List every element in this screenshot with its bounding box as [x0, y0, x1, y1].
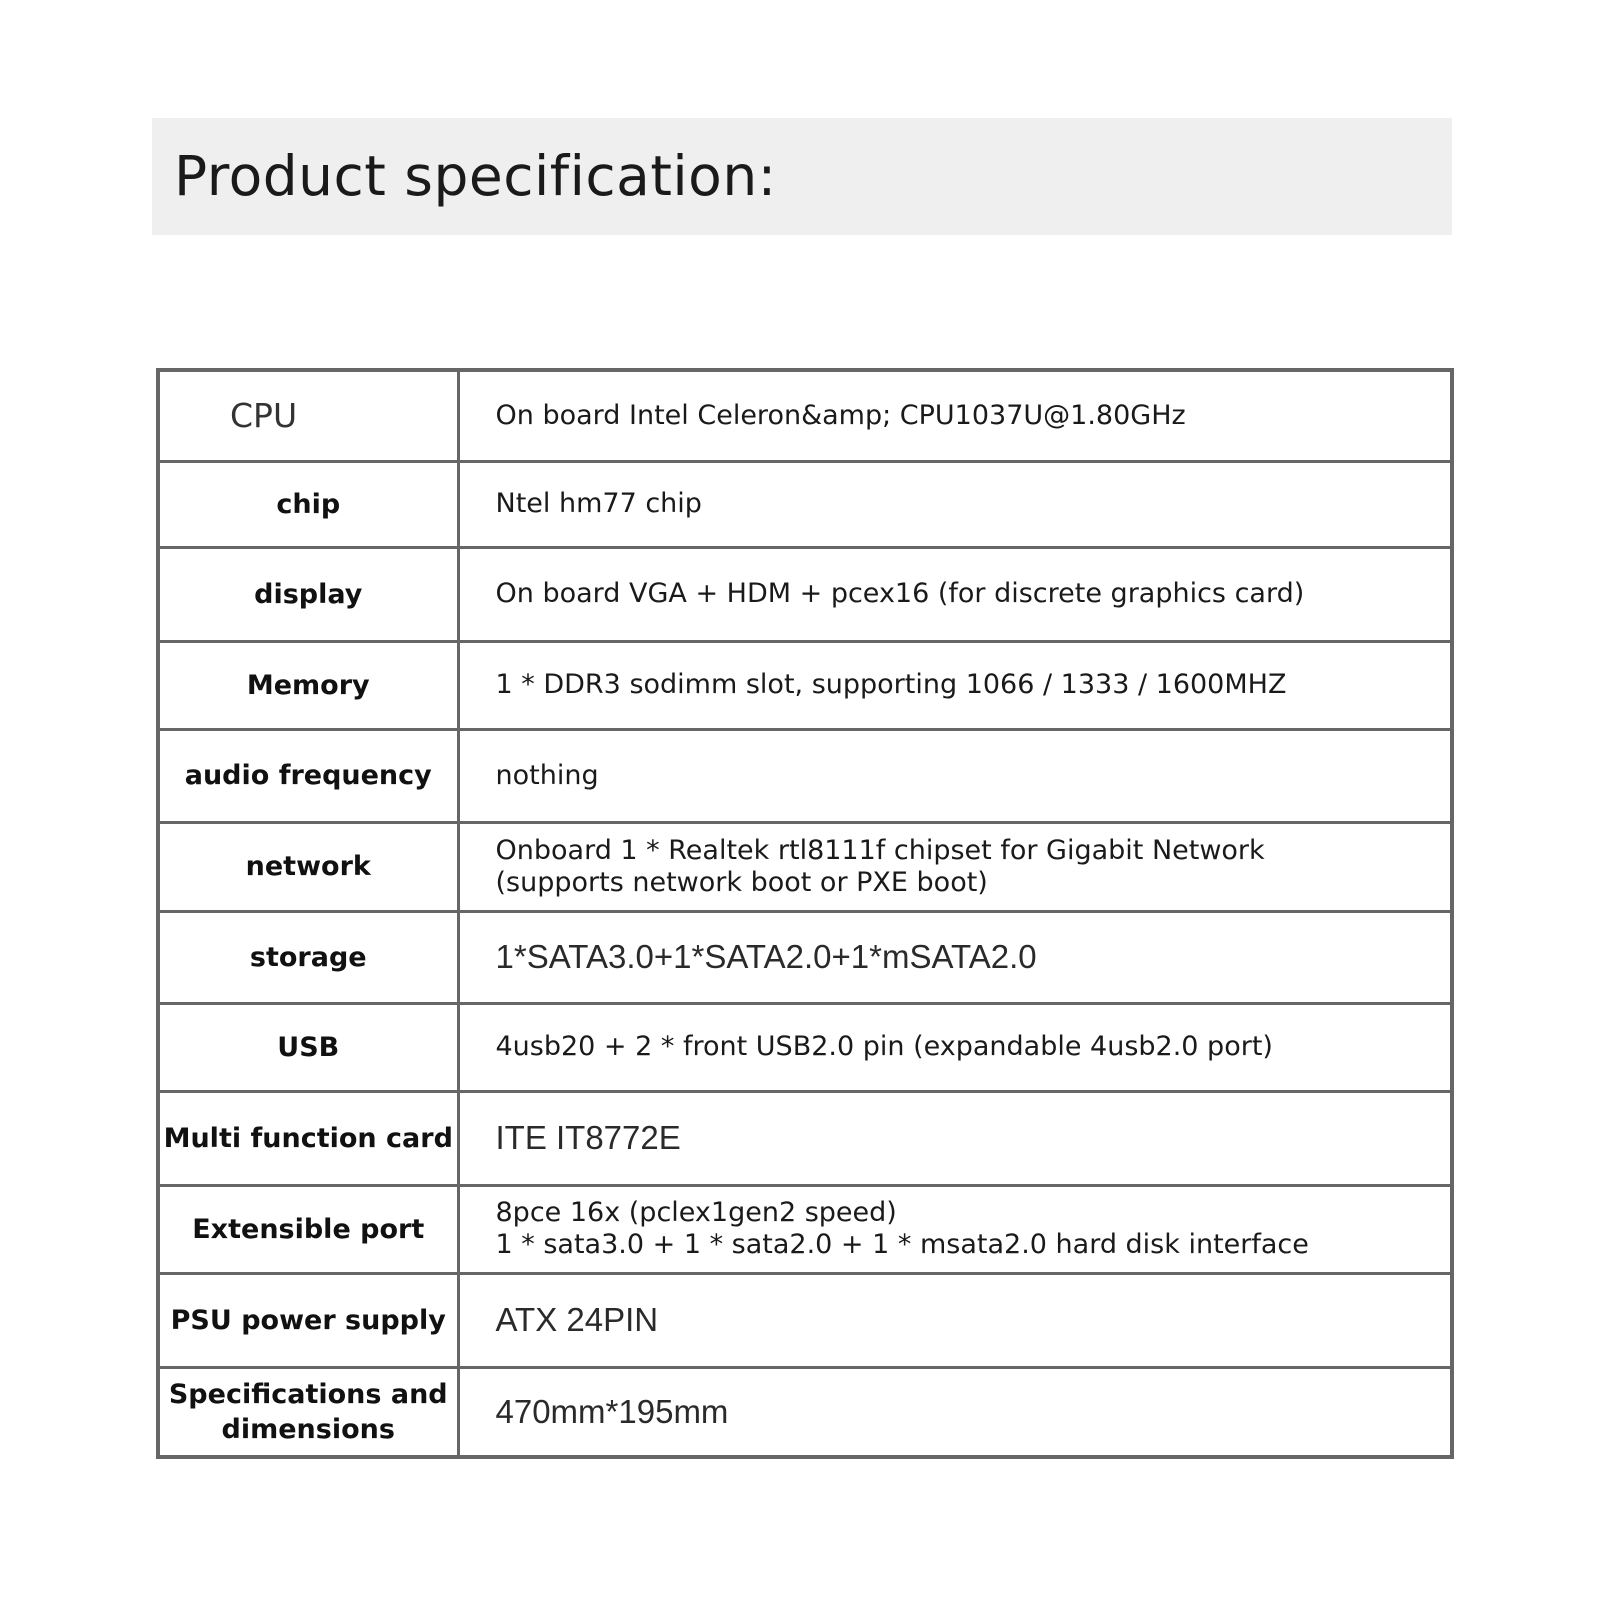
- title-band: [152, 118, 1452, 235]
- spec-value-line: On board Intel Celeron&amp; CPU1037U@1.80GHz: [495, 399, 1186, 431]
- spec-value: [458, 822, 1452, 911]
- spec-value-line: 470mm*195mm: [495, 1392, 729, 1430]
- spec-row-extensible-port: [158, 1185, 1452, 1273]
- spec-label: Multi function card: [158, 1091, 458, 1185]
- spec-row-memory: [158, 641, 1452, 729]
- spec-value-line: Ntel hm77 chip: [495, 488, 702, 519]
- spec-value-line: 1 * DDR3 sodimm slot, supporting 1066 / 1333 / 1600MHZ: [495, 669, 1287, 700]
- spec-value: [458, 547, 1452, 641]
- spec-row-dimensions: [158, 1367, 1452, 1457]
- spec-value-line: 1 * sata3.0 + 1 * sata2.0 + 1 * msata2.0 hard disk interface: [495, 1229, 1309, 1260]
- spec-row-storage: [158, 911, 1452, 1003]
- spec-value: [458, 1185, 1452, 1273]
- spec-value-line: (supports network boot or PXE boot): [495, 866, 988, 898]
- spec-label: chip: [158, 461, 458, 547]
- spec-value: [458, 911, 1452, 1003]
- spec-row-network: [158, 822, 1452, 911]
- spec-label: network: [158, 822, 458, 911]
- page-title: Product specification:: [174, 144, 777, 208]
- spec-label: USB: [158, 1003, 458, 1091]
- spec-row-multi-function-card: [158, 1091, 1452, 1185]
- spec-value: [458, 729, 1452, 822]
- spec-row-psu: [158, 1273, 1452, 1367]
- spec-row-chip: [158, 461, 1452, 547]
- spec-label: Specifications and dimensions: [158, 1367, 458, 1457]
- spec-value: [458, 370, 1452, 461]
- spec-value: [458, 1273, 1452, 1367]
- spec-value-line: 4usb20 + 2 * front USB2.0 pin (expandable 4usb2.0 port): [495, 1031, 1273, 1062]
- spec-label: Memory: [158, 641, 458, 729]
- spec-value-line: nothing: [495, 759, 599, 791]
- spec-value: [458, 1003, 1452, 1091]
- spec-row-display: [158, 547, 1452, 641]
- spec-value-line: On board VGA + HDM + pcex16 (for discrete graphics card): [495, 578, 1305, 609]
- spec-value-line: ITE IT8772E: [495, 1119, 681, 1156]
- spec-value: [458, 1091, 1452, 1185]
- spec-value: [458, 1367, 1452, 1457]
- spec-label: storage: [158, 911, 458, 1003]
- spec-row-usb: [158, 1003, 1452, 1091]
- spec-label: Extensible port: [158, 1185, 458, 1273]
- spec-row-cpu: [158, 370, 1452, 461]
- spec-value-line: 1*SATA3.0+1*SATA2.0+1*mSATA2.0: [495, 938, 1037, 975]
- spec-value-line: ATX 24PIN: [495, 1301, 659, 1338]
- spec-value-line: Onboard 1 * Realtek rtl8111f chipset for Gigabit Network: [495, 834, 1265, 866]
- spec-label: display: [158, 547, 458, 641]
- spec-value-line: 8pce 16x (pclex1gen2 speed): [495, 1197, 897, 1228]
- spec-value: [458, 641, 1452, 729]
- spec-label: PSU power supply: [158, 1273, 458, 1367]
- spec-label: CPU: [158, 370, 458, 461]
- spec-row-audio: [158, 729, 1452, 822]
- spec-value: [458, 461, 1452, 547]
- spec-table: [156, 368, 1454, 1459]
- spec-label: audio frequency: [158, 729, 458, 822]
